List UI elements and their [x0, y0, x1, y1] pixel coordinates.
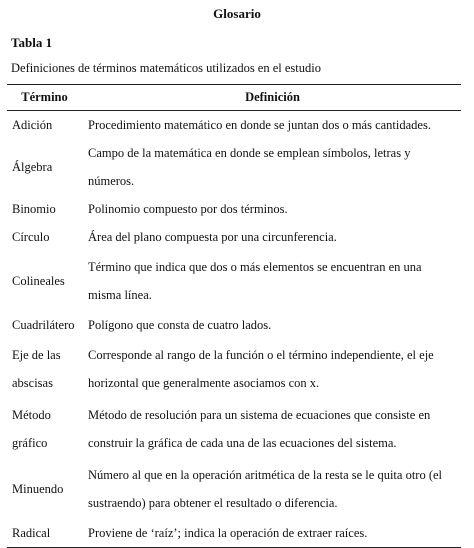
table-row — [7, 339, 461, 399]
table-row — [7, 251, 461, 311]
header-definition: Definición — [245, 90, 300, 104]
term-cell: Radical — [12, 526, 51, 540]
table-row — [7, 311, 461, 339]
table-row — [7, 459, 461, 519]
table-header — [7, 85, 461, 111]
definition-cell: Número al que en la operación aritmética de la resta se le quita otro (el sustraendo) para obtener el resultado o diferencia. — [88, 468, 443, 510]
term-cell: Adición — [12, 118, 53, 132]
definition-cell: Proviene de ‘raíz’; indica la operación de extraer raíces. — [88, 526, 368, 540]
page-title: Glosario — [213, 6, 261, 21]
definition-cell: Procedimiento matemático en donde se juntan dos o más cantidades. — [88, 118, 431, 132]
table-row — [7, 223, 461, 251]
definition-cell: Área del plano compuesta por una circunferencia. — [88, 230, 337, 244]
table-row — [7, 195, 461, 223]
term-cell: Minuendo — [12, 482, 64, 496]
definition-cell: Término que indica que dos o más elementos se encuentran en una misma línea. — [88, 260, 422, 302]
term-cell: Método gráfico — [12, 408, 51, 450]
term-cell: Cuadrilátero — [12, 318, 75, 332]
header-term: Término — [21, 90, 68, 104]
table-row — [7, 399, 461, 459]
definition-cell: Corresponde al rango de la función o el término independiente, el eje horizontal que generalmente asociamos con x. — [88, 348, 434, 390]
term-cell: Eje de las abscisas — [12, 348, 61, 390]
term-cell: Binomio — [12, 202, 56, 216]
term-cell: Colineales — [12, 274, 65, 288]
table-caption: Definiciones de términos matemáticos utilizados en el estudio — [11, 61, 321, 75]
table-row — [7, 519, 461, 547]
definition-cell: Polinomio compuesto por dos términos. — [88, 202, 288, 216]
glossary-table — [7, 84, 461, 548]
definition-cell: Método de resolución para un sistema de ecuaciones que consiste en construir la gráfica de cada una de las ecuaciones del sistema. — [88, 408, 431, 450]
term-cell: Álgebra — [12, 160, 53, 174]
table-label: Tabla 1 — [11, 35, 53, 50]
definition-cell: Campo de la matemática en donde se emplean símbolos, letras y números. — [88, 146, 411, 188]
table-row — [7, 111, 461, 139]
definition-cell: Polígono que consta de cuatro lados. — [88, 318, 272, 332]
table-row — [7, 139, 461, 195]
term-cell: Círculo — [12, 230, 50, 244]
